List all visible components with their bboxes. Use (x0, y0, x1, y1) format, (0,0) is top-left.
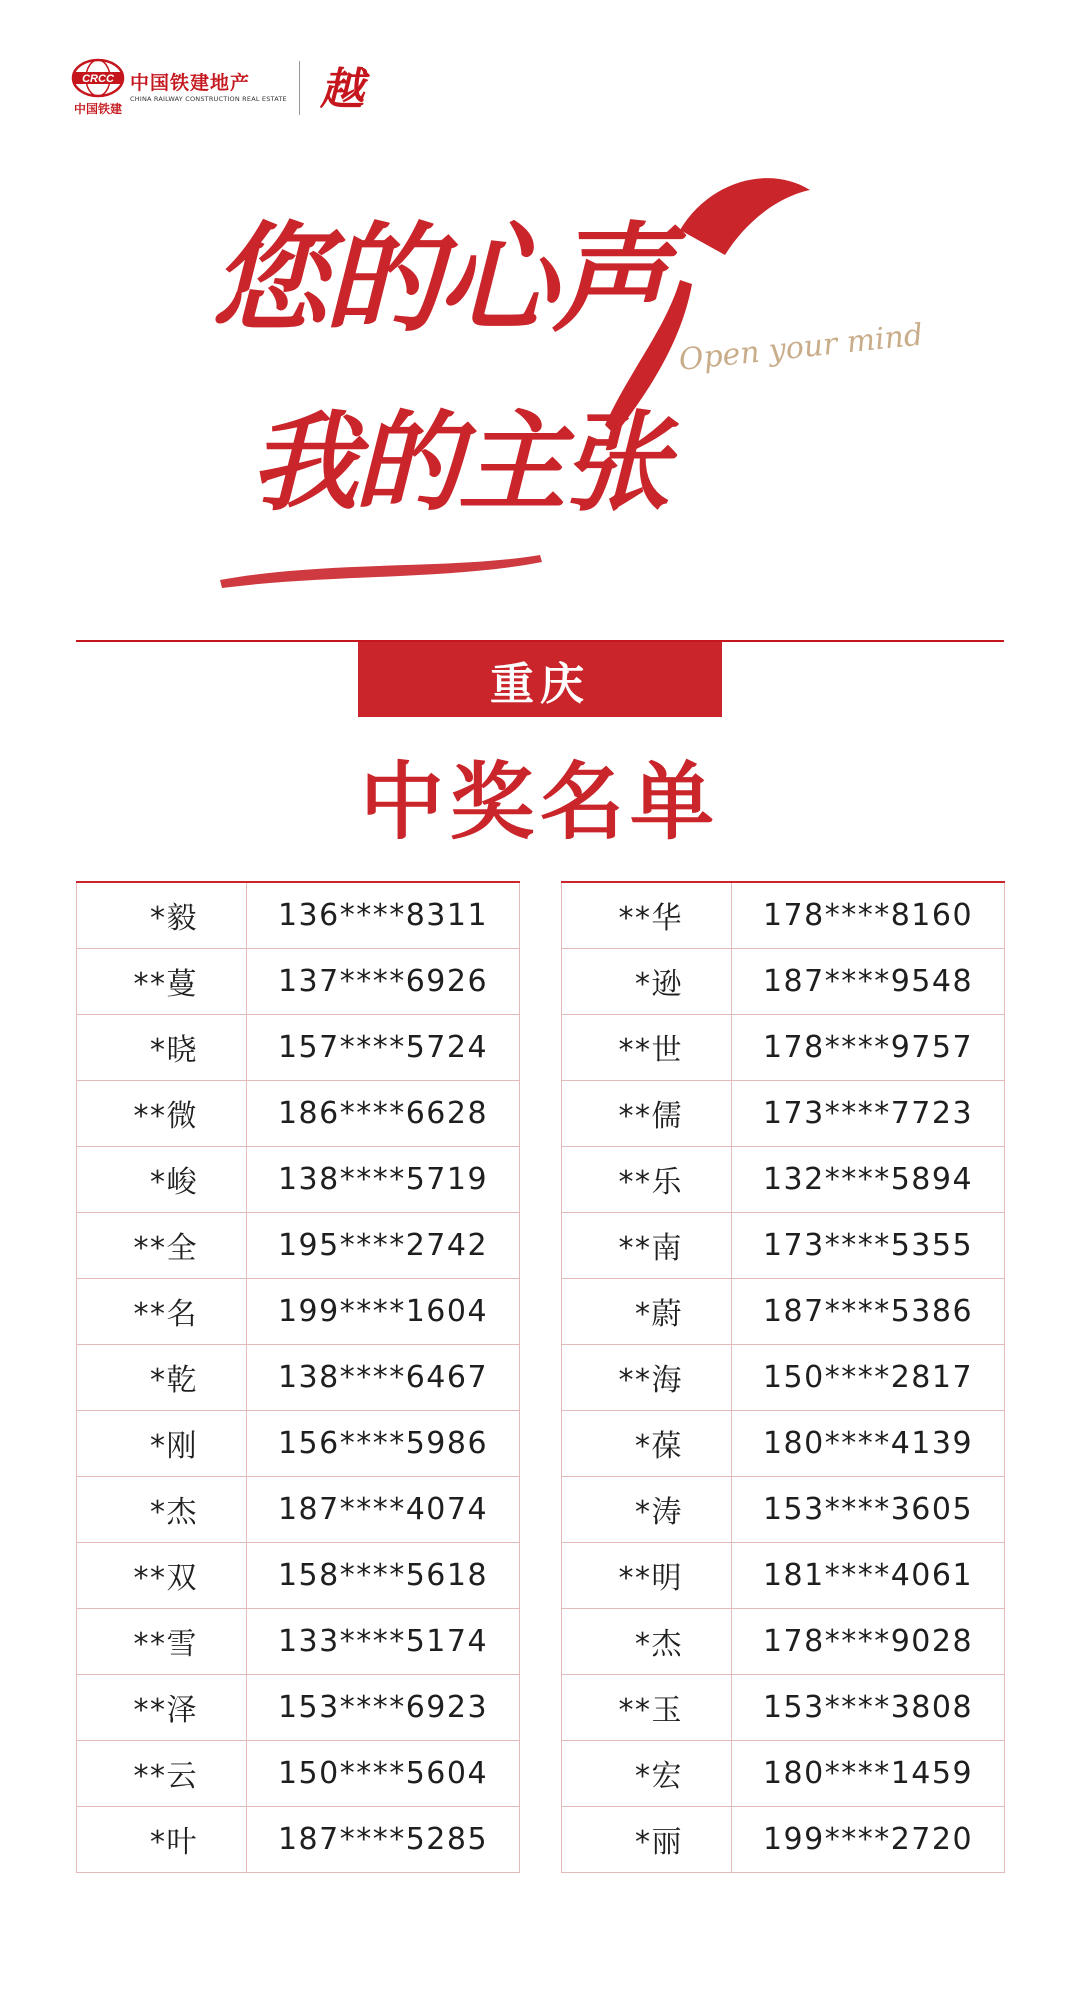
winner-name: **蔓 (77, 948, 247, 1014)
winner-row (77, 1806, 520, 1872)
winner-name: **世 (562, 1014, 732, 1080)
winner-name: *叶 (77, 1806, 247, 1872)
winner-phone: 156****5986 (247, 1410, 520, 1476)
winner-phone: 150****5604 (247, 1740, 520, 1806)
company-name-cn: 中国铁建地产 (130, 72, 251, 94)
winner-phone: 187****5386 (732, 1278, 1005, 1344)
company-logo (70, 58, 370, 118)
winner-name: *晓 (77, 1014, 247, 1080)
winner-phone: 150****2817 (732, 1344, 1005, 1410)
winner-row (77, 1080, 520, 1146)
winner-phone: 180****1459 (732, 1740, 1005, 1806)
winner-name: *逊 (562, 948, 732, 1014)
slogan-line-1: 您的心声 (210, 209, 667, 348)
winner-phone: 187****9548 (732, 948, 1005, 1014)
winner-row (562, 1344, 1005, 1410)
winner-phone: 187****4074 (247, 1476, 520, 1542)
winner-row (562, 1212, 1005, 1278)
winner-name: *杰 (562, 1608, 732, 1674)
winner-phone: 153****3808 (732, 1674, 1005, 1740)
winner-row (562, 1410, 1005, 1476)
winner-phone: 180****4139 (732, 1410, 1005, 1476)
winner-name: **儒 (562, 1080, 732, 1146)
winner-phone: 178****9757 (732, 1014, 1005, 1080)
winner-name: *丽 (562, 1806, 732, 1872)
winner-row (77, 1674, 520, 1740)
winner-phone: 138****5719 (247, 1146, 520, 1212)
winner-row (77, 882, 520, 948)
winner-phone: 199****1604 (247, 1278, 520, 1344)
winner-row (562, 1014, 1005, 1080)
winner-row (77, 1014, 520, 1080)
crcc-logo-icon (70, 58, 126, 118)
city-label: 重庆 (358, 642, 722, 717)
winner-name: **雪 (77, 1608, 247, 1674)
winner-row (77, 1146, 520, 1212)
winner-row (77, 1278, 520, 1344)
winner-phone: 132****5894 (732, 1146, 1005, 1212)
winner-name: **微 (77, 1080, 247, 1146)
winner-name: *涛 (562, 1476, 732, 1542)
winner-row (77, 948, 520, 1014)
winner-row (77, 1344, 520, 1410)
winner-name: **玉 (562, 1674, 732, 1740)
winner-phone: 186****6628 (247, 1080, 520, 1146)
winner-name: **南 (562, 1212, 732, 1278)
winner-table-right (561, 881, 1005, 1873)
winner-phone: 181****4061 (732, 1542, 1005, 1608)
winner-name: **全 (77, 1212, 247, 1278)
winner-phone: 178****8160 (732, 882, 1005, 948)
winner-phone: 195****2742 (247, 1212, 520, 1278)
winner-phone: 173****7723 (732, 1080, 1005, 1146)
winner-phone: 178****9028 (732, 1608, 1005, 1674)
winner-phone: 136****8311 (247, 882, 520, 948)
slogan-line-2: 我的主张 (250, 400, 667, 526)
winner-row (562, 1608, 1005, 1674)
winner-row (77, 1212, 520, 1278)
winner-row (562, 1476, 1005, 1542)
winner-row (562, 1740, 1005, 1806)
winner-name: **乐 (562, 1146, 732, 1212)
winner-phone: 199****2720 (732, 1806, 1005, 1872)
winner-name: **泽 (77, 1674, 247, 1740)
winner-name: **双 (77, 1542, 247, 1608)
winner-row (562, 1146, 1005, 1212)
brand-mark-text: 越 (319, 64, 364, 115)
winner-name: **明 (562, 1542, 732, 1608)
winner-name: *蔚 (562, 1278, 732, 1344)
brush-stroke-decoration (680, 178, 810, 255)
winner-row (562, 1278, 1005, 1344)
winner-table-left (76, 881, 520, 1873)
winner-row (562, 1806, 1005, 1872)
slogan-calligraphy (210, 160, 925, 600)
winner-name: **云 (77, 1740, 247, 1806)
winner-row (562, 948, 1005, 1014)
winner-phone: 157****5724 (247, 1014, 520, 1080)
winner-name: *葆 (562, 1410, 732, 1476)
winner-name: *乾 (77, 1344, 247, 1410)
winner-phone: 133****5174 (247, 1608, 520, 1674)
emblem-short-text: CRCC (82, 73, 114, 85)
winner-name: *峻 (77, 1146, 247, 1212)
winner-phone: 137****6926 (247, 948, 520, 1014)
winner-name: **名 (77, 1278, 247, 1344)
winner-row (77, 1476, 520, 1542)
winner-name: *毅 (77, 882, 247, 948)
winner-row (562, 1080, 1005, 1146)
winner-row (77, 1542, 520, 1608)
winner-row (562, 1542, 1005, 1608)
winner-name: **海 (562, 1344, 732, 1410)
yue-brand-mark-icon (314, 58, 370, 118)
winner-list-title: 中奖名单 (359, 753, 720, 851)
winner-row (77, 1608, 520, 1674)
winner-phone: 153****6923 (247, 1674, 520, 1740)
winner-name: *刚 (77, 1410, 247, 1476)
winner-name: *宏 (562, 1740, 732, 1806)
winner-phone: 173****5355 (732, 1212, 1005, 1278)
slogan-english: Open your mind (677, 317, 925, 378)
winner-name: *杰 (77, 1476, 247, 1542)
logo-divider (299, 61, 300, 115)
winner-row (562, 882, 1005, 948)
winner-row (562, 1674, 1005, 1740)
winner-row (77, 1410, 520, 1476)
company-name-en: CHINA RAILWAY CONSTRUCTION REAL ESTATE (130, 95, 287, 103)
winner-phone: 153****3605 (732, 1476, 1005, 1542)
winner-name: **华 (562, 882, 732, 948)
winner-phone: 138****6467 (247, 1344, 520, 1410)
winner-phone: 158****5618 (247, 1542, 520, 1608)
winner-phone: 187****5285 (247, 1806, 520, 1872)
brush-stroke-decoration (220, 555, 542, 588)
winner-row (77, 1740, 520, 1806)
emblem-cn-text: 中国铁建 (73, 102, 123, 116)
